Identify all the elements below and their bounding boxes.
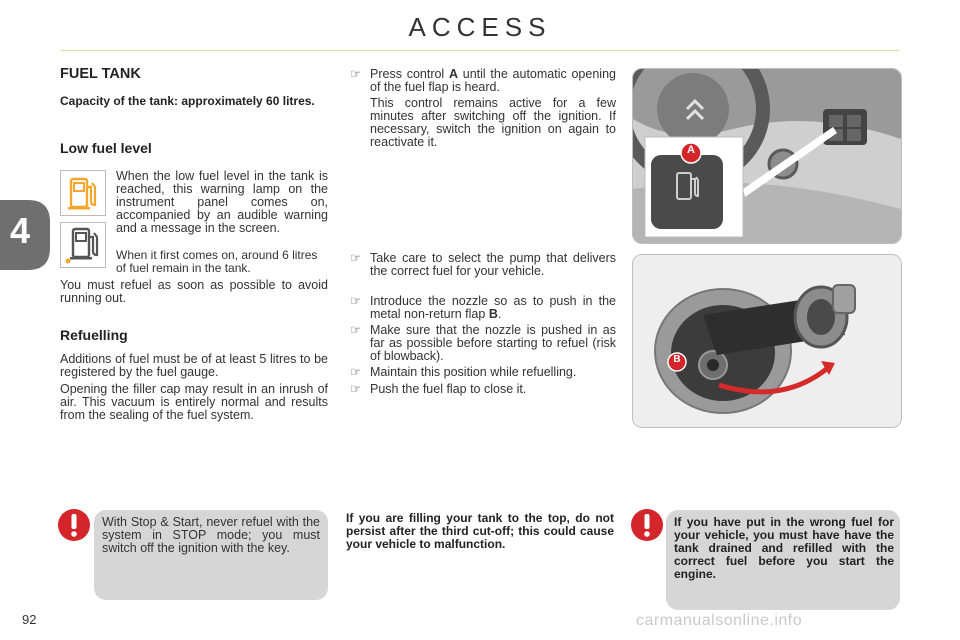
fuel-pump-amber-icon	[61, 171, 105, 215]
warning-icon-wrong-fuel	[630, 508, 664, 542]
exclamation-icon	[630, 508, 664, 542]
dashboard-illustration-svg	[633, 69, 901, 243]
image-label-a: A	[687, 144, 695, 156]
chapter-number: 4	[10, 210, 31, 251]
bullet-hand-icon: ☞	[350, 251, 362, 265]
warning-icon-stop-start	[57, 508, 91, 542]
bullet-press-control	[350, 68, 616, 94]
bullet-hand-icon: ☞	[350, 67, 362, 81]
bullet-hand-icon: ☞	[350, 382, 362, 396]
low-fuel-text-3: You must refuel as soon as possible to avoid running out.	[60, 278, 328, 305]
watermark: carmanualsonline.info	[636, 612, 803, 629]
press-control-pre: Press control	[370, 67, 445, 81]
page-number: 92	[22, 612, 37, 627]
bullet-select-pump: ☞ Take care to select the pump that delivers the correct fuel for your vehicle.	[350, 251, 616, 278]
exclamation-icon	[57, 508, 91, 542]
wrong-fuel-warning-text: If you have put in the wrong fuel for your vehicle, you must have have the tank drained and refilled with the correct fuel before you start the engine.	[674, 515, 894, 581]
bullet-hand-icon: ☞	[350, 294, 362, 308]
bullet-push-nozzle: ☞ Make sure that the nozzle is pushed in as far as possible before starting to refuel (risk of blowback).	[350, 323, 616, 363]
low-fuel-text-2: When it first comes on, around 6 litres of fuel remain in the tank.	[116, 248, 318, 275]
low-fuel-text-1: When the low fuel level in the tank is reached, this warning lamp on the instrument panel comes on, accompanied by an audible warning and a message in the screen.	[116, 169, 328, 235]
refuelling-text-1: Additions of fuel must be of at least 5 litres to be registered by the fuel gauge.	[60, 352, 328, 379]
bullet-close-flap: ☞ Push the fuel flap to close it.	[350, 382, 527, 396]
bullet-hand-icon: ☞	[350, 323, 362, 337]
bullet-maintain-position: ☞ Maintain this position while refuelling.	[350, 365, 577, 379]
image-label-b: B	[673, 354, 681, 365]
press-control-post: until the automatic opening of the fuel flap is heard.	[370, 67, 616, 94]
filler-illustration-svg	[633, 255, 901, 427]
bullet-hand-icon: ☞	[350, 365, 362, 379]
refuelling-text-2: Opening the filler cap may result in an inrush of air. This vacuum is entirely normal and results from the sealing of the fuel system.	[60, 382, 328, 422]
flap-letter-b: B	[488, 307, 498, 321]
low-fuel-heading: Low fuel level	[60, 140, 152, 156]
page-title: ACCESS	[408, 12, 552, 42]
bullet-introduce-nozzle: ☞ Introduce the nozzle so as to push in the metal non-return flap B.	[350, 294, 616, 321]
fuel-filler-illustration	[632, 254, 902, 428]
control-letter-a: A	[448, 67, 458, 81]
dashboard-control-illustration	[632, 68, 902, 244]
capacity-text: Capacity of the tank: approximately 60 litres.	[60, 94, 315, 108]
section-title: FUEL TANK	[60, 66, 141, 82]
header-divider	[60, 50, 900, 51]
chapter-tab	[0, 200, 50, 270]
stop-start-warning-text: With Stop & Start, never refuel with the system in STOP mode; you must switch off the ignition with the key.	[102, 515, 320, 555]
low-fuel-lamp-amber	[60, 170, 106, 216]
fuel-pump-icon	[61, 223, 105, 267]
refuelling-heading: Refuelling	[60, 327, 128, 343]
press-control-note: This control remains active for a few minutes after switching off the ignition. If necessary, switch the ignition on again to reactivate it.	[370, 96, 616, 149]
filling-top-warning-text: If you are filling your tank to the top, do not persist after the third cut-off; this could cause your vehicle to malfunction.	[346, 511, 614, 551]
low-fuel-lamp-mono	[60, 222, 106, 268]
